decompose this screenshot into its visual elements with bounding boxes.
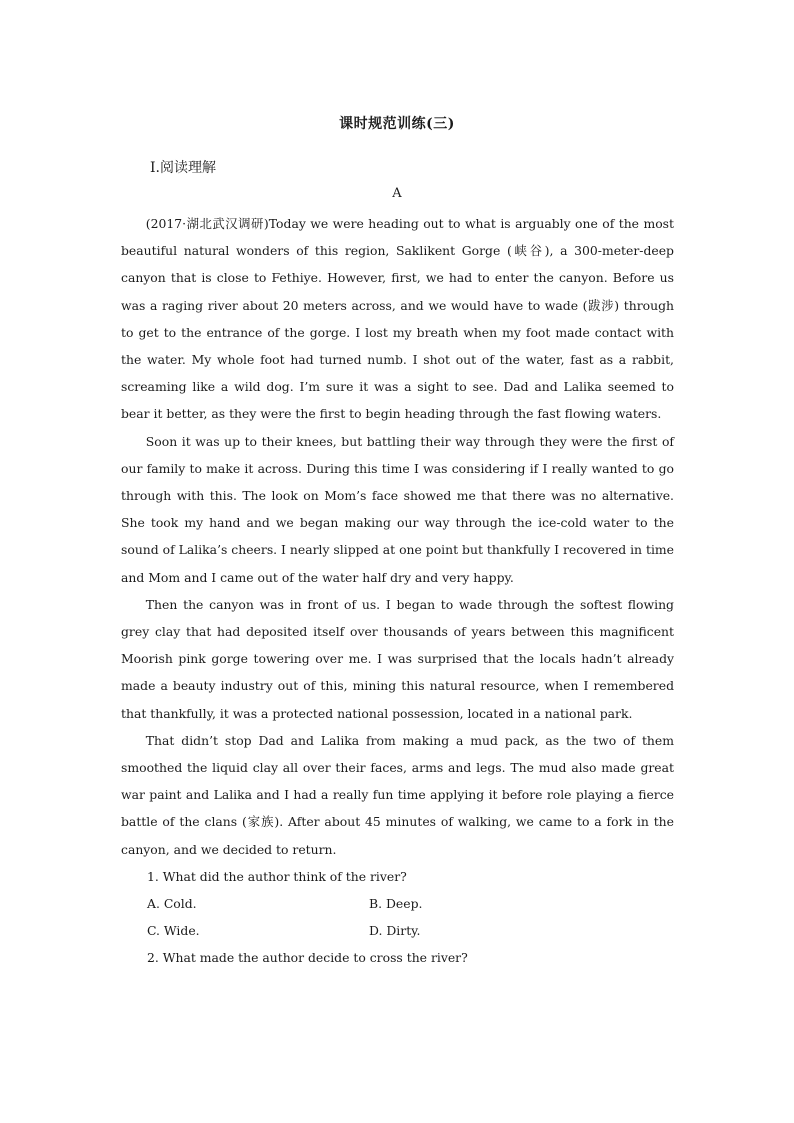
- question-2-stem: 2. What made the author decide to cross the river?: [147, 950, 468, 966]
- paragraph-2: Soon it was up to their knees, but battling their way through they were the first of our family to make it across. During this time I was considering if I really wanted to go through with this. The look on Mom’s face showed me that there was no alternative. She took my hand and we began making our way through the ice-cold water to the sound of Lalika’s cheers. I nearly slipped at one point but thankfully I recovered in time and Mom and I came out of the water half dry and very happy.: [121, 433, 674, 585]
- question-1-options-row-2: [121, 917, 674, 944]
- page-title: 课时规范训练(三): [339, 116, 455, 132]
- option-d: D. Dirty.: [369, 923, 421, 939]
- passage-body: [121, 210, 674, 972]
- option-b: B. Deep.: [369, 896, 423, 912]
- paragraph-1: (2017·湖北武汉调研)Today we were heading out to what is arguably one of the most beautiful natural wonders of this region, Saklikent Gorge (峡谷), a 300-meter-deep canyon that is close to Fethiye. However, first, we had to enter the canyon. Before us was a raging river about 20 meters across, and we would have to wade (跋涉) through to get to the entrance of the gorge. I lost my breath when my foot made contact with the water. My whole foot had turned numb. I shot out of the water, fast as a rabbit, screaming like a wild dog. I’m sure it was a sight to see. Dad and Lalika seemed to bear it better, as they were the first to begin heading through the fast flowing waters.: [121, 216, 674, 422]
- question-1-stem: 1. What did the author think of the river?: [147, 868, 407, 884]
- paragraph-3: Then the canyon was in front of us. I began to wade through the softest flowing grey clay that had deposited itself over thousands of years between this magnificent Moorish pink gorge towering over me. I was surprised that the locals hadn’t already made a beauty industry out of this, mining this natural resource, when I remembered that thankfully, it was a protected national possession, located in a national park.: [121, 596, 674, 721]
- section-heading: Ⅰ.阅读理解: [150, 160, 216, 176]
- paragraph-4: That didn’t stop Dad and Lalika from making a mud pack, as the two of them smoothed the liquid clay all over their faces, arms and legs. The mud also made great war paint and Lalika and I had a really fun time applying it before role playing a fierce battle of the clans (家族). After about 45 minutes of walking, we came to a fork in the canyon, and we decided to return.: [121, 732, 674, 857]
- question-1-options-row-1: [121, 890, 674, 917]
- option-a: A. Cold.: [147, 896, 197, 912]
- option-c: C. Wide.: [147, 923, 200, 939]
- passage-label: A: [392, 186, 402, 201]
